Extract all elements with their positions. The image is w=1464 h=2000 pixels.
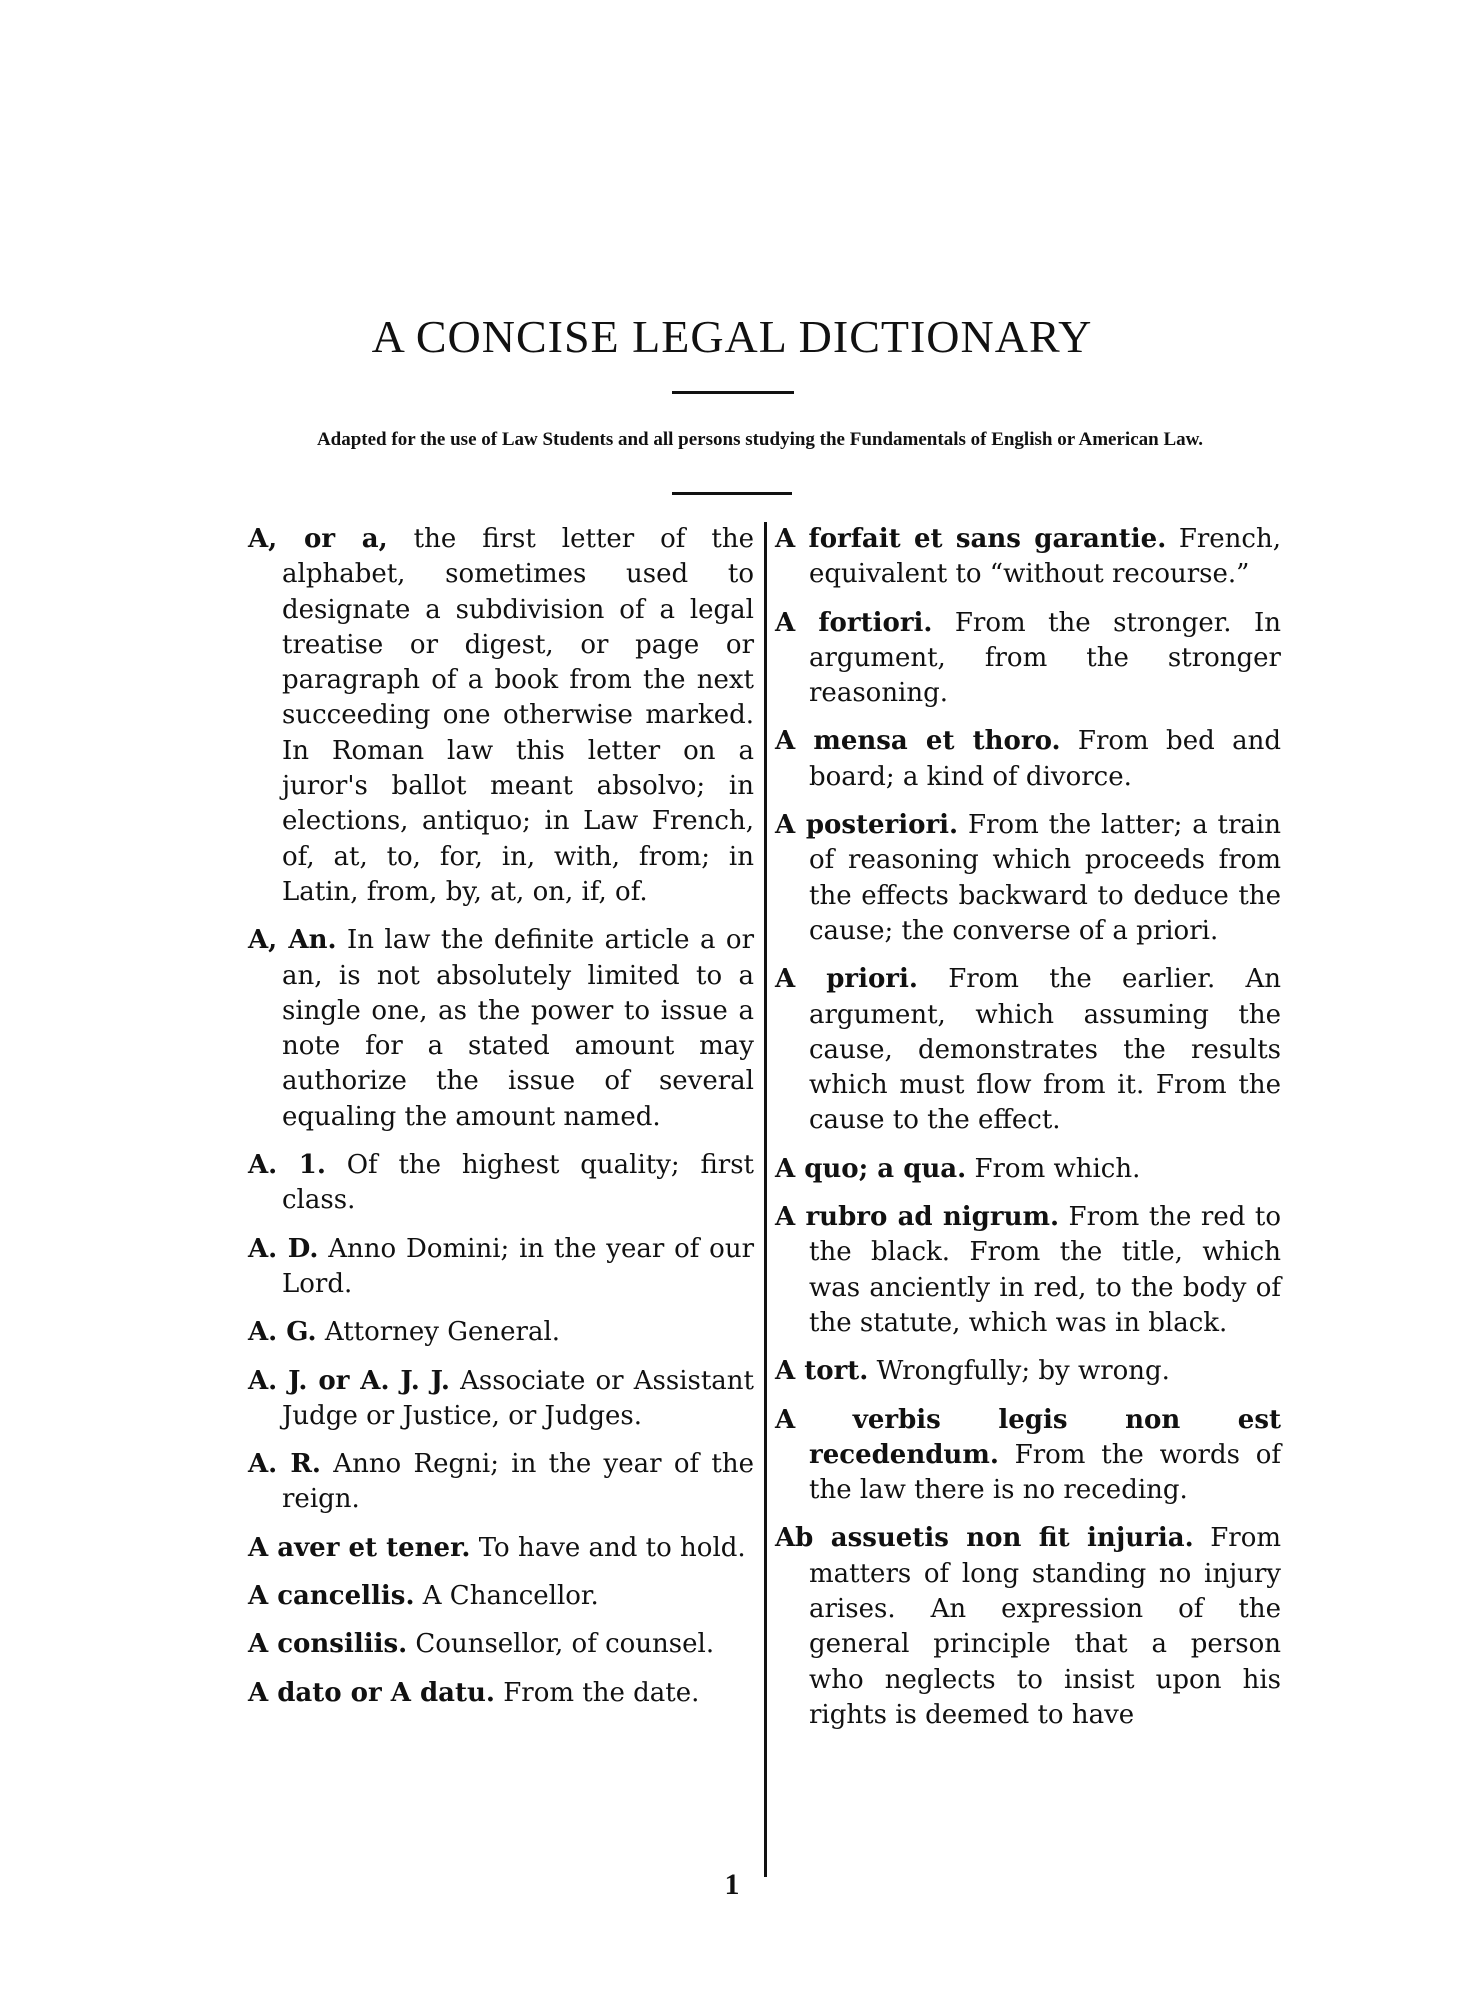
entry-definition: To have and to hold.	[470, 1532, 746, 1563]
left-column	[248, 522, 754, 1724]
entry-headword: A. R.	[248, 1449, 321, 1480]
dictionary-entry	[775, 1354, 1281, 1389]
dictionary-entry	[248, 1531, 754, 1566]
dictionary-entry	[775, 1152, 1281, 1187]
entry-definition: From the latter; a train of reasoning which proceeds from the effects backward to deduce the cause; the converse of a priori.	[809, 810, 1281, 946]
entry-headword: A cancellis.	[248, 1581, 415, 1612]
entry-headword: A, or a,	[248, 524, 388, 554]
entry-headword: A dato or A datu.	[248, 1677, 495, 1708]
entry-headword: A forfait et sans garantie.	[775, 524, 1167, 554]
dictionary-entry	[775, 724, 1281, 795]
title-rule	[672, 391, 794, 394]
entry-definition: French, equivalent to “without recourse.”	[809, 524, 1282, 590]
entry-headword: A aver et tener.	[248, 1532, 471, 1563]
entry-definition: Anno Domini; in the year of our Lord.	[282, 1233, 754, 1299]
entry-headword: A, An.	[248, 925, 337, 956]
entry-headword: A rubro ad nigrum.	[775, 1202, 1060, 1233]
entry-headword: A. D.	[248, 1233, 319, 1264]
entry-definition: Of the highest quality; first class.	[282, 1150, 755, 1216]
entry-definition: A Chancellor.	[414, 1581, 599, 1612]
entry-definition: In law the definite article a or an, is not absolutely limited to a single one, as the power to issue a note for a stated amount may authorize the issue of several equaling the amount named.	[282, 925, 754, 1132]
subtitle-rule	[672, 492, 792, 495]
entry-headword: A priori.	[775, 964, 918, 995]
entry-definition: From the words of the law there is no receding.	[809, 1439, 1281, 1506]
dictionary-entry	[248, 1148, 754, 1219]
dictionary-entry	[775, 808, 1281, 949]
dictionary-entry	[248, 522, 754, 910]
entry-definition: From the earlier. An argument, which assuming the cause, demonstrates the results which must flow from it. From the cause to the effect.	[809, 964, 1281, 1136]
entry-headword: A. 1.	[248, 1150, 326, 1181]
entry-headword: A. J. or A. J. J.	[248, 1365, 450, 1396]
entry-headword: A tort.	[775, 1356, 869, 1387]
entry-definition: From matters of long standing no injury arises. An expression of the general principle that a person who neglects to insist upon his rights is deemed to have	[809, 1523, 1282, 1730]
dictionary-entry	[248, 1579, 754, 1614]
dictionary-entry	[248, 1627, 754, 1662]
entry-definition: From the date.	[494, 1677, 700, 1708]
entry-headword: A. G.	[248, 1317, 317, 1348]
entry-headword: A fortiori.	[775, 607, 933, 638]
entry-definition: From the red to the black. From the title, which was anciently in red, to the body of the statute, which was in black.	[809, 1202, 1281, 1338]
dictionary-entry	[775, 606, 1281, 712]
entry-definition: Wrongfully; by wrong.	[868, 1356, 1170, 1387]
entry-definition: From bed and board; a kind of divorce.	[809, 726, 1281, 792]
entry-definition: From the stronger. In argument, from the stronger reasoning.	[809, 607, 1281, 709]
dictionary-entry	[775, 522, 1281, 593]
entry-definition: Attorney General.	[316, 1317, 561, 1348]
entry-headword: A mensa et thoro.	[775, 726, 1061, 757]
dictionary-entry	[775, 962, 1281, 1138]
entry-definition: the first letter of the alphabet, sometimes used to designate a subdivision of a legal treatise or digest, or page or paragraph of a book from the next succeeding one otherwise marked. In Roman law this letter on a juror's ballot meant absolvo; in elections, antiquo; in Law French, of, at, to, for, in, with, from; in Latin, from, by, at, on, if, of.	[282, 524, 754, 907]
entry-headword: A consiliis.	[248, 1629, 408, 1660]
entry-headword: A posteriori.	[775, 810, 959, 841]
subtitle: Adapted for the use of Law Students and all persons studying the Fundamentals of English or American Law.	[316, 429, 1204, 450]
dictionary-entry	[248, 1232, 754, 1303]
entry-definition: Anno Regni; in the year of the reign.	[282, 1449, 754, 1515]
entry-definition: Counsellor, of counsel.	[407, 1629, 715, 1660]
right-column	[775, 522, 1281, 1746]
entry-headword: A quo; a qua.	[775, 1153, 967, 1184]
dictionary-entry	[775, 1200, 1281, 1341]
dictionary-entry	[248, 923, 754, 1135]
dictionary-entry	[775, 1403, 1281, 1509]
dictionary-entry	[248, 1676, 754, 1711]
dictionary-entry	[775, 1521, 1281, 1733]
dictionary-entry	[248, 1447, 754, 1518]
dictionary-entry	[248, 1315, 754, 1350]
entry-definition: From which.	[966, 1153, 1141, 1184]
page-title: A CONCISE LEGAL DICTIONARY	[371, 311, 1093, 362]
entry-headword: Ab assuetis non fit injuria.	[775, 1523, 1194, 1554]
column-divider	[764, 522, 767, 1877]
entry-definition: Associate or Assistant Judge or Justice, or Judges.	[282, 1365, 754, 1431]
page-number: 1	[724, 1868, 740, 1901]
entry-headword: A verbis legis non est recedendum.	[775, 1404, 1281, 1470]
dictionary-entry	[248, 1364, 754, 1435]
